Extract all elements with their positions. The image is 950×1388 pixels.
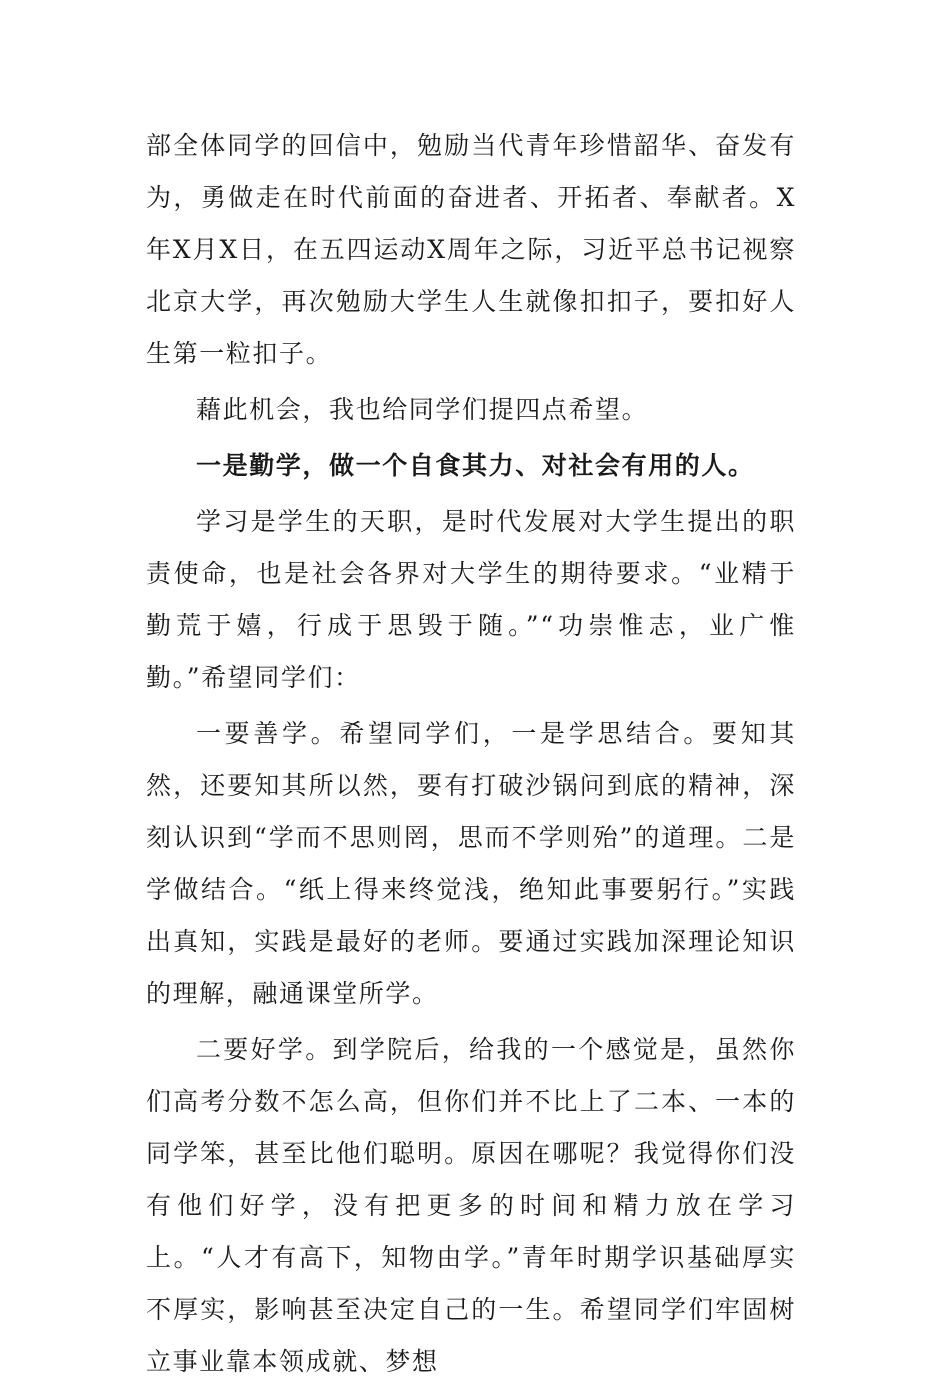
paragraph-intro-hopes: 藉此机会，我也给同学们提四点希望。: [196, 395, 649, 424]
paragraph-love-learning: 二要好学。到学院后，给我的一个感觉是，虽然你们高考分数不怎么高，但你们并不比上了二本、一本的同学笨，甚至比他们聪明。原因在哪呢？我觉得你们没有他们好学，没有把更多的时间和精力放在学习上。“人才有高下，知物由学。”青年时期学识基础厚实不厚实，影响甚至决定自己的一生。希望同学们牢固树立事业靠本领成就、梦想: [146, 1035, 796, 1376]
paragraph-good-at-learning: 一要善学。希望同学们，一是学思结合。要知其然，还要知其所以然，要有打破沙锅问到底的精神，深刻认识到“学而不思则罔，思而不学则殆”的道理。二是学做结合。“纸上得来终觉浅，绝知此事要躬行。”实践出真知，实践是最好的老师。要通过实践加深理论知识的理解，融通课堂所学。: [146, 719, 796, 1008]
paragraph-study-duty: 学习是学生的天职，是时代发展对大学生提出的职责使命，也是社会各界对大学生的期待要求。“业精于勤荒于嬉，行成于思毁于随。”“功崇惟志，业广惟勤。”希望同学们：: [146, 507, 796, 692]
section-heading-diligent-study: 一是勤学，做一个自食其力、对社会有用的人。: [196, 451, 755, 480]
paragraph-continued: 部全体同学的回信中，勉励当代青年珍惜韶华、奋发有为，勇做走在时代前面的奋进者、开拓者、奉献者。X年X月X日，在五四运动X周年之际，习近平总书记视察北京大学，再次勉励大学生人生就像扣扣子，要扣好人生第一粒扣子。: [146, 131, 796, 368]
document-body: [146, 120, 796, 1388]
